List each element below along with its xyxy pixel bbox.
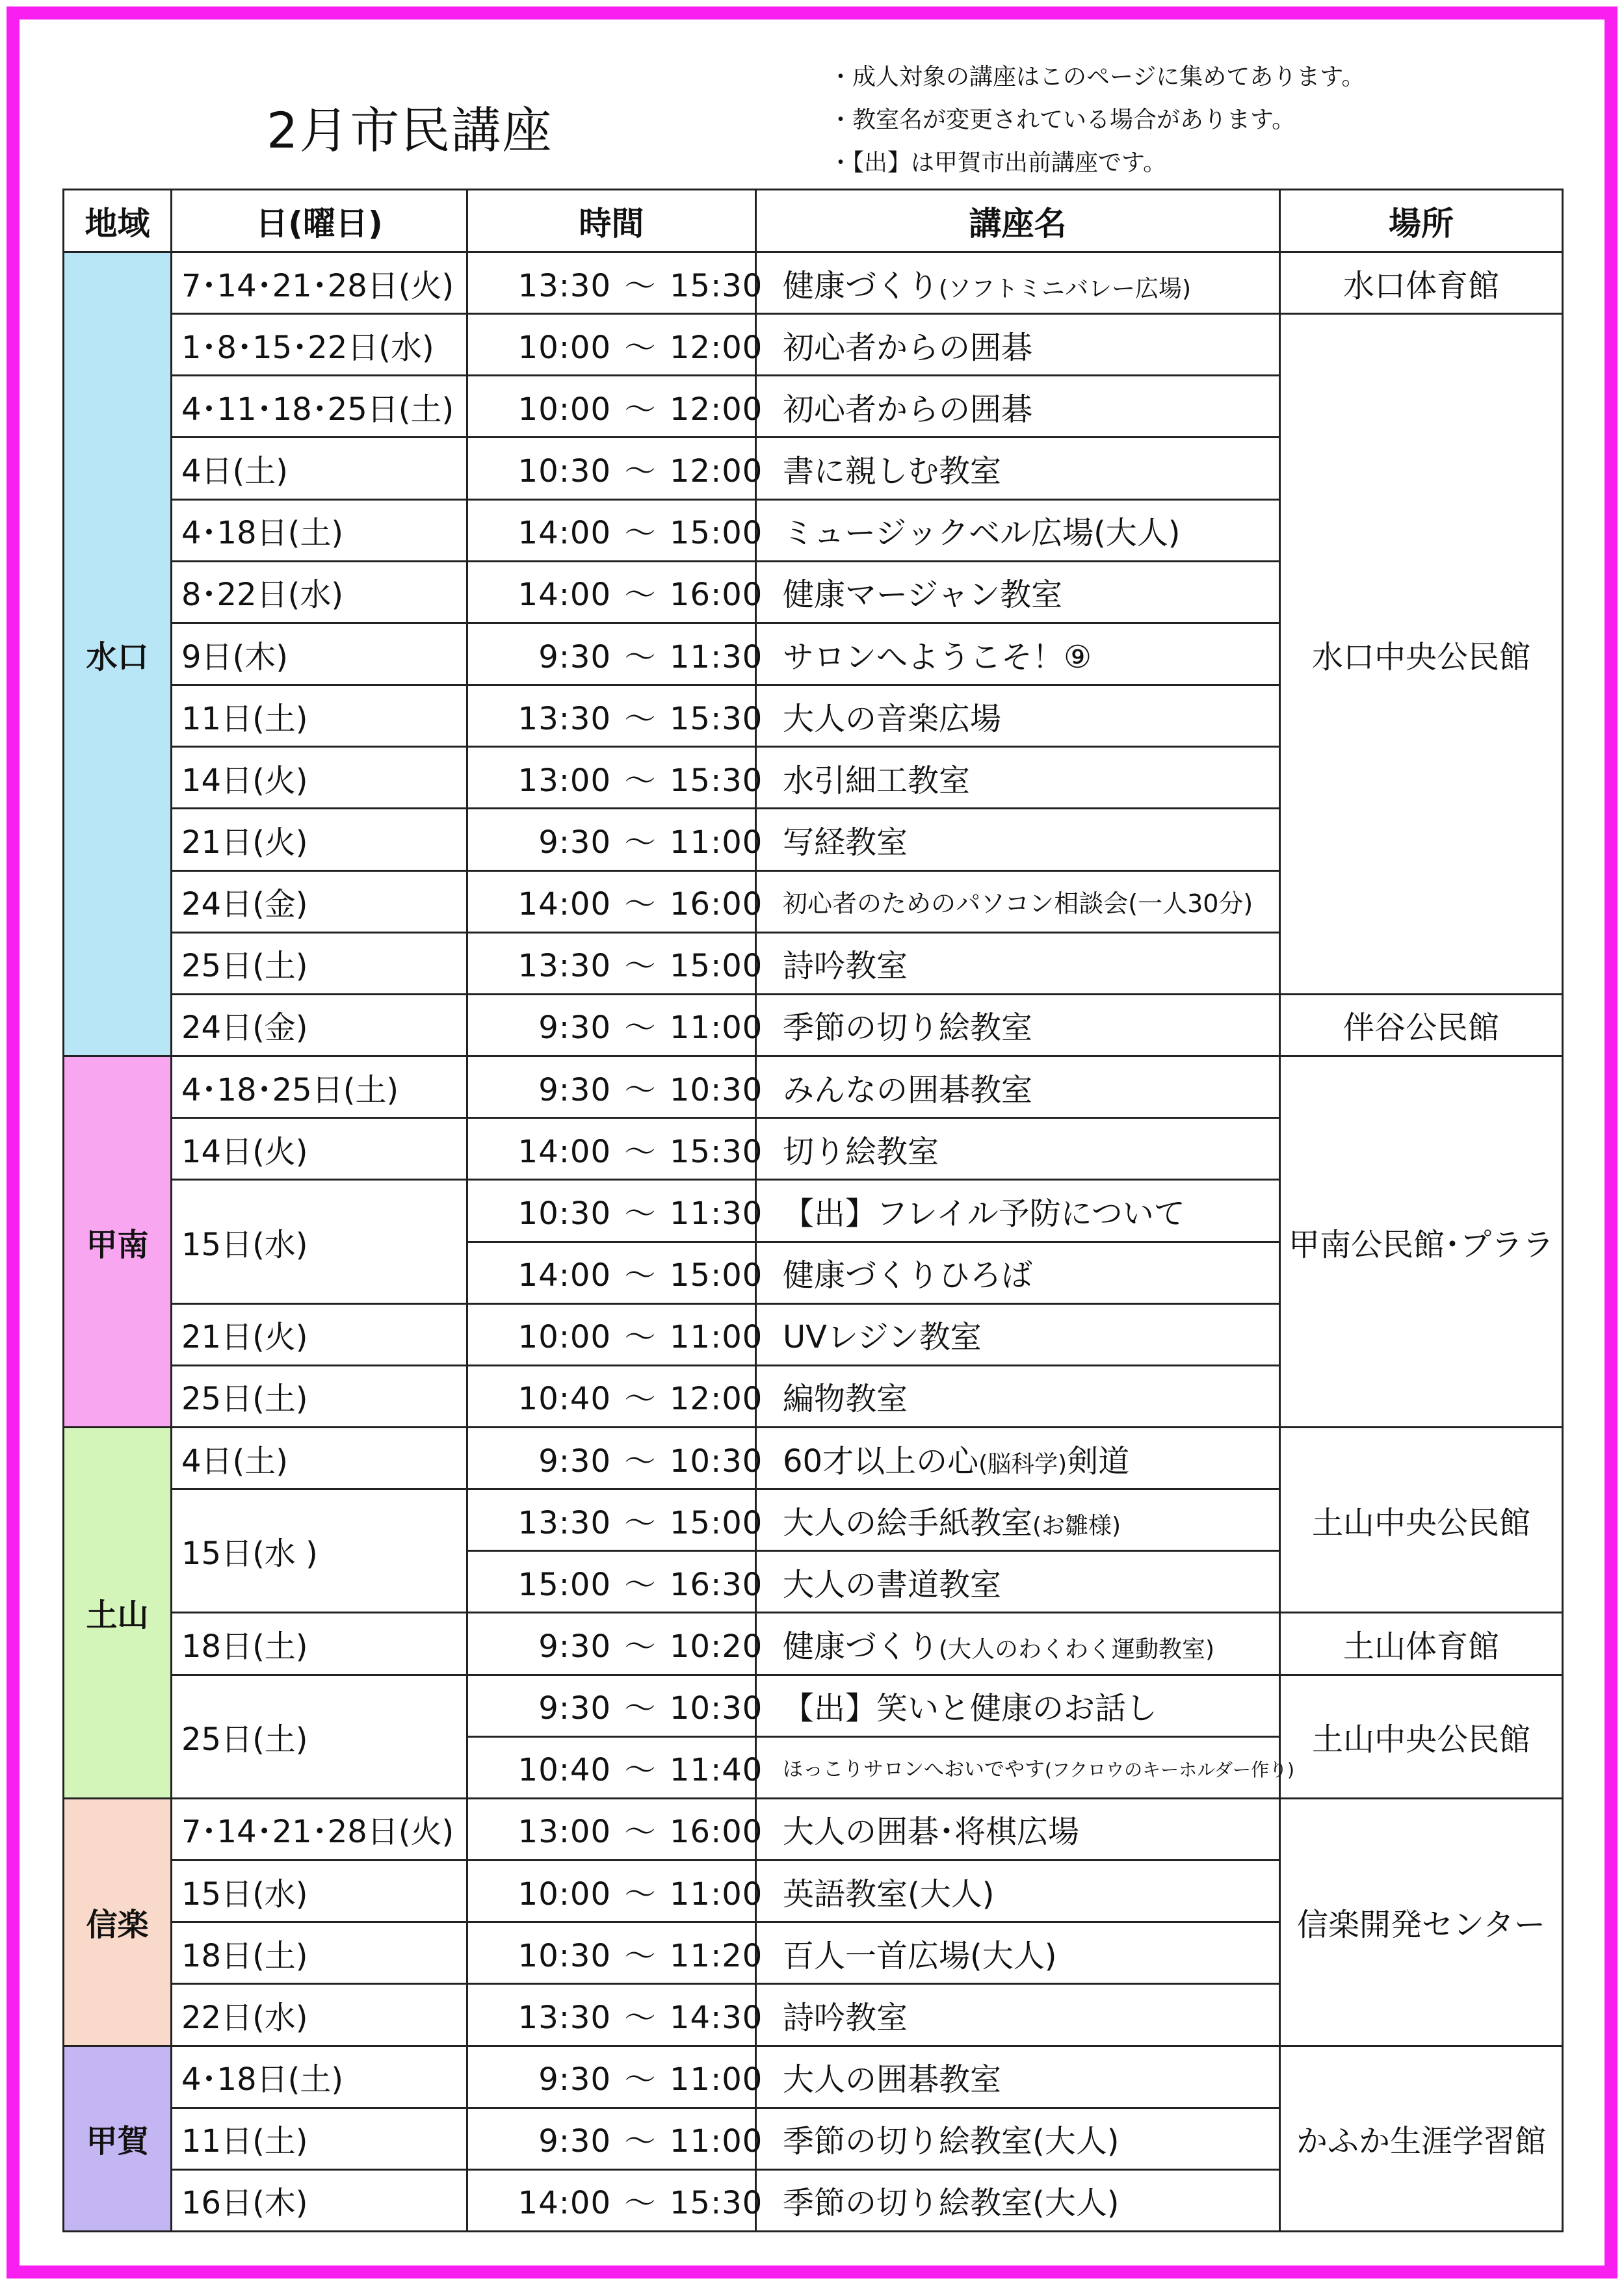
time-separator: ～ bbox=[624, 1133, 657, 1170]
start-time: 10:00 bbox=[517, 1875, 611, 1913]
start-time: 13:30 bbox=[517, 1999, 611, 2036]
course-note: (脳科学) bbox=[978, 1450, 1067, 1478]
notes bbox=[829, 56, 1365, 185]
region-cell-shigaraki: 信楽 bbox=[64, 1798, 172, 2046]
course-cell bbox=[756, 1736, 1294, 1798]
course-cell bbox=[756, 1613, 1280, 1675]
course-cell bbox=[756, 1427, 1280, 1489]
time-cell bbox=[467, 1675, 763, 1736]
date-cell: 8･22日(水) bbox=[172, 561, 467, 623]
header-time: 時間 bbox=[467, 190, 756, 252]
start-time: 10:30 bbox=[517, 453, 611, 490]
start-time: 9:30 bbox=[538, 1628, 611, 1665]
header-region: 地域 bbox=[64, 190, 172, 252]
table-row bbox=[64, 314, 1563, 376]
note-item: ・成人対象の講座はこのページに集めてあります。 bbox=[829, 64, 1365, 90]
time-separator: ～ bbox=[624, 1875, 657, 1913]
end-time: 11:00 bbox=[670, 1010, 763, 1047]
note-item: ・【出】は甲賀市出前講座です。 bbox=[829, 150, 1167, 176]
date-cell: 15日(水) bbox=[172, 1180, 467, 1303]
time-separator: ～ bbox=[624, 762, 657, 799]
time-cell bbox=[467, 1798, 763, 1860]
time-separator: ～ bbox=[624, 1628, 657, 1665]
end-time: 11:40 bbox=[670, 1752, 763, 1789]
end-time: 15:30 bbox=[670, 2185, 763, 2222]
end-time: 12:00 bbox=[670, 329, 763, 366]
time-separator: ～ bbox=[624, 948, 657, 985]
end-time: 15:30 bbox=[670, 762, 763, 799]
header-date: 日(曜日) bbox=[172, 190, 467, 252]
course-cell: 詩吟教室 bbox=[756, 932, 1280, 994]
time-separator: ～ bbox=[624, 1690, 657, 1727]
course-cell: サロンへようこそ！⑨ bbox=[756, 623, 1280, 685]
time-separator: ～ bbox=[624, 267, 657, 304]
table-row bbox=[64, 1675, 1563, 1736]
table-row bbox=[64, 2046, 1563, 2108]
start-time: 9:30 bbox=[538, 638, 611, 675]
time-separator: ～ bbox=[624, 2185, 657, 2222]
end-time: 10:20 bbox=[670, 1628, 763, 1665]
time-separator: ～ bbox=[624, 2123, 657, 2160]
table-row bbox=[64, 1613, 1563, 1675]
place-cell: 土山体育館 bbox=[1280, 1613, 1563, 1675]
time-cell bbox=[467, 1180, 763, 1242]
time-cell bbox=[467, 1303, 763, 1365]
region-cell-tsuchiyama: 土山 bbox=[64, 1427, 172, 1798]
course-cell: 季節の切り絵教室 bbox=[756, 994, 1280, 1056]
date-cell: 16日(木) bbox=[172, 2169, 467, 2231]
date-cell: 14日(火) bbox=[172, 747, 467, 809]
time-separator: ～ bbox=[624, 1999, 657, 2036]
start-time: 10:30 bbox=[517, 1937, 611, 1974]
start-time: 10:00 bbox=[517, 1319, 611, 1356]
place-cell: 水口体育館 bbox=[1280, 252, 1563, 314]
schedule-table bbox=[62, 189, 1564, 2232]
region-cell-koka: 甲賀 bbox=[64, 2046, 172, 2231]
date-cell: 11日(土) bbox=[172, 685, 467, 747]
page-title: 2月市民講座 bbox=[267, 101, 553, 159]
end-time: 11:00 bbox=[670, 824, 763, 861]
start-time: 13:00 bbox=[517, 1814, 611, 1851]
end-time: 15:30 bbox=[670, 1133, 763, 1170]
course-cell: みんなの囲碁教室 bbox=[756, 1056, 1280, 1118]
place-cell: 土山中央公民館 bbox=[1280, 1427, 1563, 1612]
region-cell-minakuchi: 水口 bbox=[64, 252, 172, 1056]
end-time: 12:00 bbox=[670, 453, 763, 490]
time-cell bbox=[467, 2169, 763, 2231]
time-cell bbox=[467, 1861, 763, 1922]
place-cell: 土山中央公民館 bbox=[1280, 1675, 1563, 1798]
time-cell bbox=[467, 561, 763, 623]
start-time: 10:40 bbox=[517, 1752, 611, 1789]
course-cell: 詩吟教室 bbox=[756, 1984, 1280, 2046]
time-cell bbox=[467, 994, 763, 1056]
course-cell: 初心者からの囲碁 bbox=[756, 376, 1280, 437]
time-separator: ～ bbox=[624, 1381, 657, 1418]
start-time: 9:30 bbox=[538, 2061, 611, 2098]
course-name: 健康づくり bbox=[783, 1628, 939, 1665]
time-cell bbox=[467, 2108, 763, 2169]
header-place: 場所 bbox=[1280, 190, 1563, 252]
end-time: 15:30 bbox=[670, 700, 763, 737]
date-cell: 4･18･25日(土) bbox=[172, 1056, 467, 1118]
course-cell: 写経教室 bbox=[756, 809, 1280, 870]
start-time: 9:30 bbox=[538, 2123, 611, 2160]
end-time: 10:30 bbox=[670, 1443, 763, 1480]
date-cell: 22日(水) bbox=[172, 1984, 467, 2046]
end-time: 15:00 bbox=[670, 1257, 763, 1294]
start-time: 14:00 bbox=[517, 515, 611, 552]
date-cell: 4･11･18･25日(土) bbox=[172, 376, 467, 437]
date-cell: 24日(金) bbox=[172, 870, 467, 932]
course-cell: 編物教室 bbox=[756, 1365, 1280, 1427]
end-time: 10:30 bbox=[670, 1690, 763, 1727]
end-time: 16:00 bbox=[670, 577, 763, 614]
course-cell: 初心者からの囲碁 bbox=[756, 314, 1280, 376]
header-course: 講座名 bbox=[756, 190, 1280, 252]
time-separator: ～ bbox=[624, 886, 657, 923]
region-cell-konan: 甲南 bbox=[64, 1056, 172, 1428]
place-cell: 水口中央公民館 bbox=[1280, 314, 1563, 995]
start-time: 14:00 bbox=[517, 2185, 611, 2222]
date-cell: 7･14･21･28日(火) bbox=[172, 1798, 467, 1860]
course-cell: 英語教室(大人) bbox=[756, 1861, 1280, 1922]
time-separator: ～ bbox=[624, 1814, 657, 1851]
time-cell bbox=[467, 437, 763, 499]
time-separator: ～ bbox=[624, 1566, 657, 1603]
date-cell: 9日(木) bbox=[172, 623, 467, 685]
time-separator: ～ bbox=[624, 1010, 657, 1047]
course-cell: 百人一首広場(大人) bbox=[756, 1922, 1280, 1984]
time-separator: ～ bbox=[624, 1504, 657, 1541]
time-cell bbox=[467, 1922, 763, 1984]
end-time: 14:30 bbox=[670, 1999, 763, 2036]
start-time: 9:30 bbox=[538, 824, 611, 861]
end-time: 11:00 bbox=[670, 1319, 763, 1356]
time-cell bbox=[467, 1056, 763, 1118]
date-cell: 18日(土) bbox=[172, 1613, 467, 1675]
date-cell: 4･18日(土) bbox=[172, 499, 467, 561]
course-note: (ソフトミニバレー広場) bbox=[939, 275, 1192, 302]
time-cell bbox=[467, 870, 763, 932]
course-name: 大人の絵手紙教室 bbox=[783, 1504, 1033, 1541]
course-name: 60才以上の心 bbox=[783, 1443, 979, 1480]
start-time: 9:30 bbox=[538, 1071, 611, 1108]
course-cell: 【出】笑いと健康のお話し bbox=[756, 1675, 1280, 1736]
time-cell bbox=[467, 1365, 763, 1427]
date-cell: 1･8･15･22日(水) bbox=[172, 314, 467, 376]
time-cell bbox=[467, 623, 763, 685]
time-cell bbox=[467, 376, 763, 437]
start-time: 13:30 bbox=[517, 267, 611, 304]
start-time: 10:40 bbox=[517, 1381, 611, 1418]
course-name-tail: 剣道 bbox=[1067, 1443, 1130, 1480]
time-separator: ～ bbox=[624, 1071, 657, 1108]
time-cell bbox=[467, 685, 763, 747]
course-cell: 季節の切り絵教室(大人) bbox=[756, 2169, 1280, 2231]
table-row bbox=[64, 994, 1563, 1056]
table-row bbox=[64, 1056, 1563, 1118]
end-time: 15:30 bbox=[670, 267, 763, 304]
start-time: 14:00 bbox=[517, 886, 611, 923]
start-time: 13:30 bbox=[517, 700, 611, 737]
time-separator: ～ bbox=[624, 391, 657, 428]
course-cell: 健康マージャン教室 bbox=[756, 561, 1280, 623]
time-cell bbox=[467, 1118, 763, 1180]
time-cell bbox=[467, 252, 763, 314]
end-time: 16:00 bbox=[670, 1814, 763, 1851]
course-cell: 大人の書道教室 bbox=[756, 1551, 1280, 1613]
course-cell: 健康づくりひろば bbox=[756, 1242, 1280, 1303]
date-cell: 11日(土) bbox=[172, 2108, 467, 2169]
place-cell: 甲南公民館･プララ bbox=[1280, 1056, 1563, 1428]
date-cell: 4日(土) bbox=[172, 437, 467, 499]
time-cell bbox=[467, 1489, 763, 1551]
time-separator: ～ bbox=[624, 453, 657, 490]
note-item: ・教室名が変更されている場合があります。 bbox=[829, 107, 1296, 133]
course-cell: 切り絵教室 bbox=[756, 1118, 1280, 1180]
time-cell bbox=[467, 809, 763, 870]
time-separator: ～ bbox=[624, 1319, 657, 1356]
date-cell: 18日(土) bbox=[172, 1922, 467, 1984]
time-cell bbox=[467, 932, 763, 994]
date-cell: 4･18日(土) bbox=[172, 2046, 467, 2108]
date-cell: 4日(土) bbox=[172, 1427, 467, 1489]
start-time: 9:30 bbox=[538, 1690, 611, 1727]
date-cell: 25日(土) bbox=[172, 932, 467, 994]
time-separator: ～ bbox=[624, 1257, 657, 1294]
course-cell: 【出】フレイル予防について bbox=[756, 1180, 1280, 1242]
time-cell bbox=[467, 1551, 763, 1613]
course-cell: 大人の音楽広場 bbox=[756, 685, 1280, 747]
end-time: 10:30 bbox=[670, 1071, 763, 1108]
end-time: 11:20 bbox=[670, 1937, 763, 1974]
start-time: 15:00 bbox=[517, 1566, 611, 1603]
time-cell bbox=[467, 1242, 763, 1303]
time-cell bbox=[467, 1427, 763, 1489]
time-separator: ～ bbox=[624, 824, 657, 861]
time-separator: ～ bbox=[624, 1443, 657, 1480]
time-cell bbox=[467, 747, 763, 809]
start-time: 10:00 bbox=[517, 391, 611, 428]
table-row bbox=[64, 1427, 1563, 1489]
time-separator: ～ bbox=[624, 1195, 657, 1232]
end-time: 15:00 bbox=[670, 948, 763, 985]
table-row bbox=[64, 252, 1563, 314]
time-separator: ～ bbox=[624, 1937, 657, 1974]
end-time: 15:00 bbox=[670, 1504, 763, 1541]
course-cell: 書に親しむ教室 bbox=[756, 437, 1280, 499]
end-time: 16:00 bbox=[670, 886, 763, 923]
date-cell: 15日(水 ) bbox=[172, 1489, 467, 1613]
end-time: 11:30 bbox=[670, 1195, 763, 1232]
course-name: 健康づくり bbox=[783, 267, 939, 304]
end-time: 11:00 bbox=[670, 1875, 763, 1913]
date-cell: 24日(金) bbox=[172, 994, 467, 1056]
time-separator: ～ bbox=[624, 329, 657, 366]
course-note: (フクロウのキーホルダー作り) bbox=[1045, 1759, 1294, 1781]
time-separator: ～ bbox=[624, 638, 657, 675]
time-separator: ～ bbox=[624, 1752, 657, 1789]
end-time: 15:00 bbox=[670, 515, 763, 552]
course-cell: 季節の切り絵教室(大人) bbox=[756, 2108, 1280, 2169]
time-cell bbox=[467, 314, 763, 376]
header-row bbox=[64, 190, 1563, 252]
start-time: 10:00 bbox=[517, 329, 611, 366]
place-cell: 信楽開発センター bbox=[1280, 1798, 1563, 2046]
start-time: 14:00 bbox=[517, 1257, 611, 1294]
date-cell: 21日(火) bbox=[172, 809, 467, 870]
start-time: 14:00 bbox=[517, 1133, 611, 1170]
start-time: 14:00 bbox=[517, 577, 611, 614]
end-time: 12:00 bbox=[670, 1381, 763, 1418]
place-cell: 伴谷公民館 bbox=[1280, 994, 1563, 1056]
course-cell: 初心者のためのパソコン相談会(一人30分) bbox=[756, 870, 1280, 932]
end-time: 11:00 bbox=[670, 2061, 763, 2098]
start-time: 13:30 bbox=[517, 948, 611, 985]
time-separator: ～ bbox=[624, 515, 657, 552]
end-time: 11:00 bbox=[670, 2123, 763, 2160]
course-cell: 水引細工教室 bbox=[756, 747, 1280, 809]
course-cell: 大人の囲碁･将棋広場 bbox=[756, 1798, 1280, 1860]
end-time: 12:00 bbox=[670, 391, 763, 428]
date-cell: 14日(火) bbox=[172, 1118, 467, 1180]
date-cell: 25日(土) bbox=[172, 1365, 467, 1427]
start-time: 13:00 bbox=[517, 762, 611, 799]
start-time: 9:30 bbox=[538, 1010, 611, 1047]
time-separator: ～ bbox=[624, 700, 657, 737]
course-note: (お雛様) bbox=[1032, 1512, 1121, 1539]
table-row bbox=[64, 1798, 1563, 1860]
time-cell bbox=[467, 1984, 763, 2046]
start-time: 10:30 bbox=[517, 1195, 611, 1232]
start-time: 13:30 bbox=[517, 1504, 611, 1541]
place-cell: かふか生涯学習館 bbox=[1280, 2046, 1563, 2231]
time-separator: ～ bbox=[624, 2061, 657, 2098]
course-cell: 大人の囲碁教室 bbox=[756, 2046, 1280, 2108]
time-cell bbox=[467, 2046, 763, 2108]
course-cell bbox=[756, 252, 1280, 314]
time-separator: ～ bbox=[624, 577, 657, 614]
date-cell: 15日(水) bbox=[172, 1861, 467, 1922]
course-name: ほっこりサロンへおいでやす bbox=[783, 1758, 1045, 1782]
start-time: 9:30 bbox=[538, 1443, 611, 1480]
course-note: (大人のわくわく運動教室) bbox=[939, 1636, 1215, 1664]
date-cell: 21日(火) bbox=[172, 1303, 467, 1365]
end-time: 16:30 bbox=[670, 1566, 763, 1603]
course-cell: UVレジン教室 bbox=[756, 1303, 1280, 1365]
date-cell: 7･14･21･28日(火) bbox=[172, 252, 467, 314]
end-time: 11:30 bbox=[670, 638, 763, 675]
time-cell bbox=[467, 1736, 763, 1798]
course-cell bbox=[756, 1489, 1280, 1551]
date-cell: 25日(土) bbox=[172, 1675, 467, 1798]
course-cell: ミュージックベル広場(大人) bbox=[756, 499, 1280, 561]
time-cell bbox=[467, 1613, 763, 1675]
time-cell bbox=[467, 499, 763, 561]
